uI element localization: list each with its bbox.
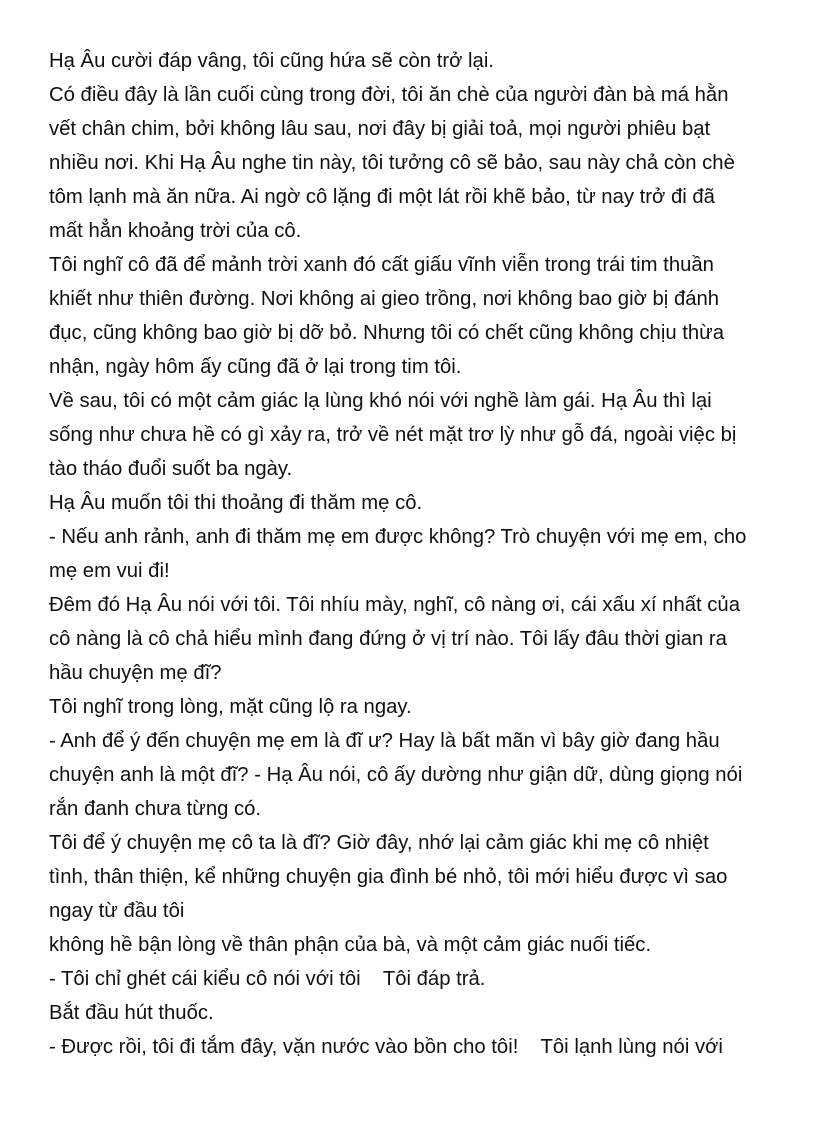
text-line: rắn đanh chưa từng có. — [49, 798, 262, 820]
text-line: hầu chuyện mẹ đĩ? — [49, 662, 222, 684]
text-line: khiết như thiên đường. Nơi không ai gieo trồng, nơi không bao giờ bị đánh — [49, 288, 720, 310]
document-page — [49, 44, 789, 1064]
text-line: đục, cũng không bao giờ bị dỡ bỏ. Nhưng tôi có chết cũng không chịu thừa — [49, 322, 725, 344]
text-line: Hạ Âu muốn tôi thi thoảng đi thăm mẹ cô. — [49, 492, 423, 514]
text-line: - Anh để ý đến chuyện mẹ em là đĩ ư? Hay là bất mãn vì bây giờ đang hầu — [49, 730, 720, 752]
text-line: - Nếu anh rảnh, anh đi thăm mẹ em được không? Trò chuyện với mẹ em, cho — [49, 526, 747, 548]
text-line: không hề bận lòng về thân phận của bà, và một cảm giác nuối tiếc. — [49, 934, 652, 956]
text-line: - Tôi chỉ ghét cái kiểu cô nói với tôi Tôi đáp trả. — [49, 968, 486, 990]
text-line: nhận, ngày hôm ấy cũng đã ở lại trong tim tôi. — [49, 356, 462, 378]
text-line: Tôi để ý chuyện mẹ cô ta là đĩ? Giờ đây, nhớ lại cảm giác khi mẹ cô nhiệt — [49, 832, 709, 854]
text-line: - Được rồi, tôi đi tắm đây, vặn nước vào bồn cho tôi! Tôi lạnh lùng nói với — [49, 1036, 723, 1058]
text-line: Về sau, tôi có một cảm giác lạ lùng khó nói với nghề làm gái. Hạ Âu thì lại — [49, 390, 712, 412]
text-line: nhiều nơi. Khi Hạ Âu nghe tin này, tôi tưởng cô sẽ bảo, sau này chả còn chè — [49, 152, 735, 174]
text-line: chuyện anh là một đĩ? - Hạ Âu nói, cô ấy dường như giận dữ, dùng giọng nói — [49, 764, 743, 786]
text-line: Tôi nghĩ trong lòng, mặt cũng lộ ra ngay. — [49, 696, 412, 718]
text-line: sống như chưa hề có gì xảy ra, trở về nét mặt trơ lỳ như gỗ đá, ngoài việc bị — [49, 424, 737, 446]
text-line: cô nàng là cô chả hiểu mình đang đứng ở vị trí nào. Tôi lấy đâu thời gian ra — [49, 628, 727, 650]
text-line: mẹ em vui đi! — [49, 560, 170, 582]
text-line: Có điều đây là lần cuối cùng trong đời, tôi ăn chè của người đàn bà má hằn — [49, 84, 729, 106]
text-line: tôm lạnh mà ăn nữa. Ai ngờ cô lặng đi một lát rồi khẽ bảo, từ nay trở đi đã — [49, 186, 715, 208]
text-line: mất hẳn khoảng trời của cô. — [49, 220, 302, 242]
text-line: Hạ Âu cười đáp vâng, tôi cũng hứa sẽ còn trở lại. — [49, 50, 494, 72]
text-line: vết chân chim, bởi không lâu sau, nơi đây bị giải toả, mọi người phiêu bạt — [49, 118, 711, 140]
text-line: Bắt đầu hút thuốc. — [49, 1002, 214, 1024]
text-line: Tôi nghĩ cô đã để mảnh trời xanh đó cất giấu vĩnh viễn trong trái tim thuần — [49, 254, 714, 276]
text-line: tình, thân thiện, kể những chuyện gia đình bé nhỏ, tôi mới hiểu được vì sao — [49, 866, 728, 888]
text-line: Đêm đó Hạ Âu nói với tôi. Tôi nhíu mày, nghĩ, cô nàng ơi, cái xấu xí nhất của — [49, 594, 740, 616]
text-line: tào tháo đuổi suốt ba ngày. — [49, 458, 293, 480]
text-line: ngay từ đầu tôi — [49, 900, 185, 922]
